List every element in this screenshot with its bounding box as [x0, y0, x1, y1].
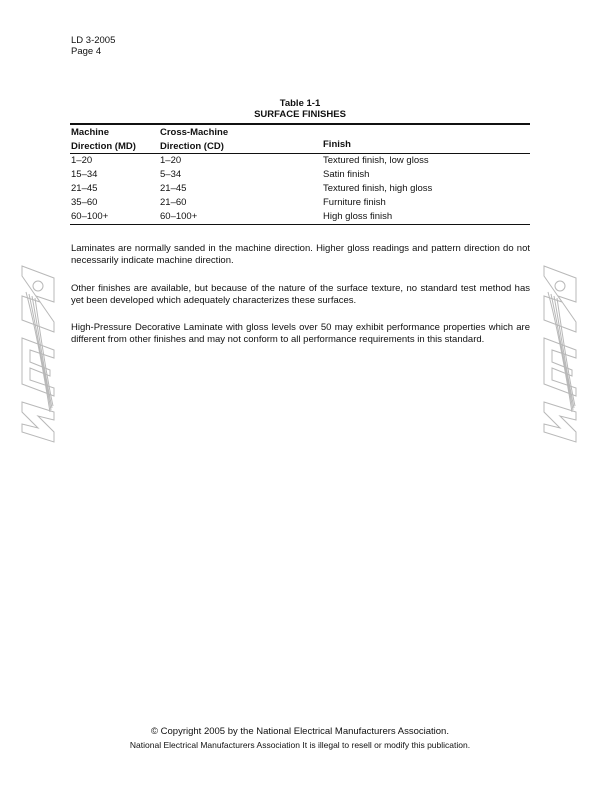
nema-logo-watermark-icon: [16, 262, 60, 452]
header-md-line1: Machine: [71, 127, 110, 138]
table-row: [71, 168, 531, 182]
cell-md: 21–45: [71, 183, 98, 194]
document-header: [71, 35, 115, 57]
page-number: Page 4: [71, 46, 102, 57]
cell-cd: 5–34: [160, 169, 182, 180]
nema-logo-watermark-icon: [538, 262, 582, 452]
cell-md: 35–60: [71, 197, 98, 208]
table-row: [71, 210, 531, 224]
document-number: LD 3-2005: [71, 35, 116, 46]
table-caption: [70, 98, 530, 120]
paragraph-gloss-levels: High-Pressure Decorative Laminate with gloss levels over 50 may exhibit performance properties which are different from other finishes and may not conform to all performance requirements in this standard.: [71, 322, 530, 345]
table-number: Table 1-1: [279, 98, 321, 109]
column-header-cross-machine-direction: [160, 126, 228, 154]
cell-finish: Textured finish, high gloss: [323, 183, 433, 194]
table-title: SURFACE FINISHES: [254, 109, 346, 120]
paragraph-machine-direction: Laminates are normally sanded in the machine direction. Higher gloss readings and pattern direction do not necessarily indicate machine direction.: [71, 243, 530, 266]
header-cd-line1: Cross-Machine: [160, 127, 229, 138]
column-header-machine-direction: [71, 126, 136, 154]
cell-finish: Satin finish: [323, 169, 370, 180]
copyright-notice: © Copyright 2005 by the National Electrical Manufacturers Association.: [151, 726, 449, 737]
cell-cd: 21–45: [160, 183, 187, 194]
cell-cd: 60–100+: [160, 211, 198, 222]
cell-finish: Furniture finish: [323, 197, 386, 208]
header-md-line2: Direction (MD): [71, 141, 136, 152]
column-header-finish: Finish: [323, 139, 351, 150]
resale-notice: National Electrical Manufacturers Association It is illegal to resell or modify this publication.: [129, 740, 471, 750]
cell-finish: High gloss finish: [323, 211, 393, 222]
header-cd-line2: Direction (CD): [160, 141, 224, 152]
cell-finish: Textured finish, low gloss: [323, 155, 429, 166]
cell-md: 60–100+: [71, 211, 109, 222]
paragraph-other-finishes: Other finishes are available, but because of the nature of the surface texture, no standard test method has yet been developed which adequately characterizes these surfaces.: [71, 283, 530, 306]
table-bottom-rule: [70, 224, 530, 225]
cell-cd: 1–20: [160, 155, 182, 166]
table-row: [71, 182, 531, 196]
table-top-rule: [70, 123, 530, 125]
cell-cd: 21–60: [160, 197, 187, 208]
table-row: [71, 154, 531, 168]
table-row: [71, 196, 531, 210]
cell-md: 15–34: [71, 169, 98, 180]
cell-md: 1–20: [71, 155, 93, 166]
